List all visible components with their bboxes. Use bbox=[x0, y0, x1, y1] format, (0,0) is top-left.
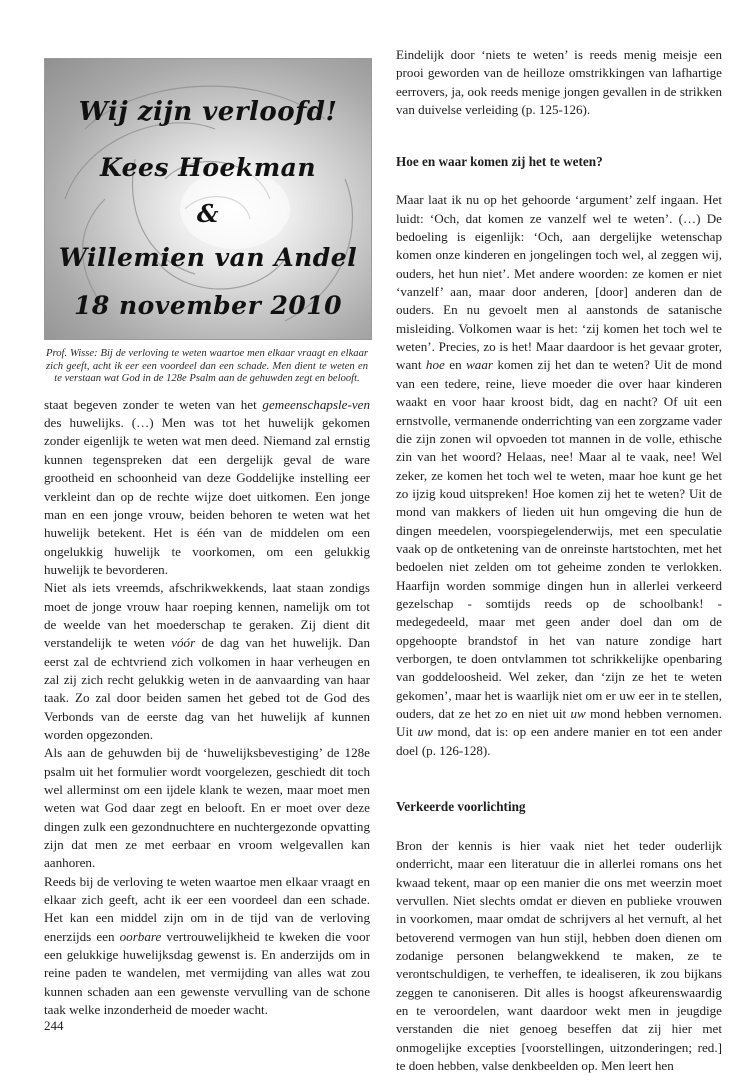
announcement-line-date: 18 november 2010 bbox=[73, 291, 343, 320]
announcement-line-bride: Willemien van Andel bbox=[58, 243, 358, 272]
right-column bbox=[396, 46, 722, 1076]
photo-caption: Prof. Wisse: Bij de verloving te weten waartoe men elkaar vraagt en elkaar zich geeft, acht ik eer een voordeel dan een schade. Men dient te weten en te verstaan wat God in de 128e Psalm aan de gehuwden zegt en belooft. bbox=[46, 348, 368, 385]
announcement-line-groom: Kees Hoekman bbox=[99, 153, 317, 182]
section-heading-hoe-en-waar: Hoe en waar komen zij het te weten? bbox=[396, 154, 603, 170]
left-paragraph-4: Reeds bij de verloving te weten waartoe men elkaar vraagt en elkaar zich geeft, acht ik eer een voordeel dan een schade. Het kan een middel zijn om in de tijd van de verloving enerzijds een oorbare vertrouwelijkheid te kweken die voor een gelukkige huwelijksdag gewenst is. En anderzijds om in reine paden te wandelen, met vermijding van alles wat zou kunnen schaden aan een gewenste vervulling van de schone taak welke inzonderheid de moeder wacht. bbox=[44, 873, 370, 1018]
page-number: 244 bbox=[44, 1018, 64, 1033]
left-paragraph-1: staat begeven zonder te weten van het gemeenschapsle-ven des huwelijks. (…) Men was tot het huwelijk gekomen zonder eigenlijk te weten wat men deed. Niemand zal ernstig kunnen tegenspreken dat een dergelijk geval de ware grootheid en schoonheid van deze Goddelijke instelling eer verkleint dan op de rechte wijze doet uitkomen. Een jonge man en een jonge vrouw, beiden behoren te weten wat het huwelijk betekent. Het is één van de middelen om een ongelukkig huwelijk te voorkomen, om een gelukkig huwelijk te bevorderen. bbox=[44, 396, 370, 577]
left-paragraph-3: Als aan de gehuwden bij de ‘huwelijksbevestiging’ de 128e psalm uit het formulier wordt voorgelezen, geschiedt dit toch wel allerminst om een ijdele klank te wezen, maar moet men weten wat God daar zegt en belooft. En er moet over deze dingen zulk een gezondnuchtere en nuchtergezonde opvatting zijn dat men ze met eerbaar en vroom welgevallen kan aanhoren. bbox=[44, 745, 370, 871]
left-paragraph-2: Niet als iets vreemds, afschrikwekkends, laat staan zondigs moet de jonge vrouw haar roeping kennen, namelijk om tot de weelde van het moederschap te geraken. Zij dient dit verstandelijk te weten vóór de dag van het huwelijk. Dan eerst zal de echtvriend zich volkomen in haar verheugen en zal zij zich recht gelukkig weten in de aanvaarding van haar taak. Zo zal door beiden samen het gebed tot de God des Verbonds van de eerste dag van het huwelijk af kunnen worden opgezonden. bbox=[44, 580, 370, 742]
right-paragraph-1: Eindelijk door ‘niets te weten’ is reeds menig meisje een prooi geworden van de heilloze omstrikkingen van lafhartige eerrovers, ja, ook reeds menige jongen gevallen in de strikken van duivelse verleiding (p. 125-126). bbox=[396, 47, 722, 118]
right-paragraph-2: Maar laat ik nu op het gehoorde ‘argument’ zelf ingaan. Het luidt: ‘Och, dat komen ze vanzelf wel te weten’. (…) De bedoeling is eigenlijk: ‘Och, aan dergelijke wetenschap komen onze kinderen en jongelingen toch wel, al zeggen wij, ouders, het hun niet’. Met andere woorden: ze komen er niet ‘vanzelf’ aan, maar door anderen, [door] anderen dan de ouders. En nu gevoelt men al aanstonds de satanische misleiding. Volkomen waar is het: ‘zij komen het toch wel te weten’. Precies, zo is het! Maar daardoor is het gevaar groter, want hoe en waar komen zij het dan te weten? Uit de mond van een tedere, reine, lieve moeder die over haar kinderen waakt en voor haar kroost bidt, dag en nacht? Of uit een ernstvolle, vermanende onderrichting van een zorgzame vader die zijn zonen wil opvoeden tot mannen in de volle, ethische zin van het woord? Helaas, nee! Maar al te vaak, nee! Wel zeker, ze komen het toch wel te weten, maar hoe kunt ge het zo ijzig koud uitspreken! Hoe komen zij het te weten? Uit de mond van makkers of lieden uit hun omgeving die hun de dingen meedelen, voorspiegelenderwijs, met een speculatie vaak op de ontketening van de onreinste hartstochten, met het bedoelen niet zelden om tot geheime zonden te verlokken. Haarfijn worden sommige dingen hun in allerlei verkeerd gezelschap - somtijds reeds op de schoolbank! - medegedeeld, maar met geen ander doel dan om de opgehoopte brandstof in het van nature zondige hart verborgen, te doen ontvlammen tot schrikkelijke openbaring van goddeloosheid. Wel zeker, dan ‘zijn ze het te weten gekomen’, maar het is waarlijk niet om er uw eer in te stellen, ouders, dat ze het zo en niet uit uw mond hebben vernomen. Uit uw mond, dat is: op een andere manier en tot een ander doel (p. 126-128). bbox=[396, 192, 723, 758]
section-heading-verkeerde-voorlichting: Verkeerde voorlichting bbox=[396, 799, 526, 815]
engagement-photo bbox=[44, 58, 372, 340]
right-paragraph-3: Bron der kennis is hier vaak niet het teder ouderlijk onderricht, maar een literatuur die in allerlei romans ons het kwaad tekent, maar op een manier die ons met weerzin moet vervullen. Niet slechts omdat er dieven en publieke vrouwen in voorkomen, maar omdat de schrijvers al het vernuft, al het betoverend vermogen van hun stijl, hebben doen dienen om zodanige personen belangwekkend te maken, ze te verontschuldigen, te verheffen, te idealiseren, ik zou bijkans zeggen te canoniseren. Dit alles is hoogst afkeurenswaardig en te veroordelen, want daardoor wekt men in jeugdige verstanden die niet genoeg beseffen dat zij hier met onmogelijke excepties [voorstellingen, uitzonderingen; red.] te doen hebben, valse denkbeelden op. Men leert hen bbox=[396, 838, 722, 1074]
announcement-line-engaged: Wij zijn verloofd! bbox=[78, 97, 338, 127]
announcement-line-ampersand: & bbox=[196, 199, 220, 228]
left-column bbox=[44, 46, 370, 1019]
